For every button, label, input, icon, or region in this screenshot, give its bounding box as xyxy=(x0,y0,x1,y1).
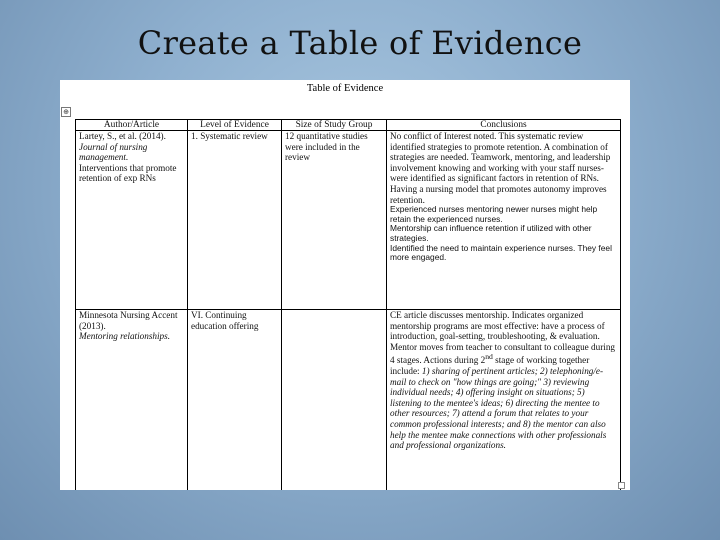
size-text: 12 quantitative studies were included in the review xyxy=(285,131,368,163)
author-citation: Minnesota Nursing Accent (2013). xyxy=(79,310,178,331)
column-header-conclusions: Conclusions xyxy=(387,120,621,131)
size-cell[interactable] xyxy=(282,131,387,310)
conclusions-note: Identified the need to maintain experience nurses. They feel more engaged. xyxy=(390,242,612,263)
column-header-author: Author/Article xyxy=(76,120,188,131)
conclusions-actions-list: 1) sharing of pertinent articles; 2) telephoning/e-mail to check on "how things are going;" 3) reviewing individual needs; 4) offering insight on situations; 5) listening to the mentee's ideas; 6) directing the mentee to other resources; 7) attend a forum that relates to your common professional interests; and 8) the mentor can also help the mentee make connections with other professionals and professional organizations. xyxy=(390,366,607,451)
author-cell[interactable] xyxy=(76,131,188,310)
table-row xyxy=(76,310,621,491)
conclusions-cell[interactable] xyxy=(387,310,621,491)
conclusions-cell[interactable] xyxy=(387,131,621,310)
conclusions-text: CE article discusses mentorship. Indicates organized mentorship programs are most effective: have a process of introduction, goal-setting, troubleshooting, & evaluation. Mentor moves from teacher to consultant to colleague during 4 stages. Actions during 2 xyxy=(390,310,616,366)
evidence-table xyxy=(75,119,621,490)
author-citation: Lartey, S., et al. (2014). xyxy=(79,131,166,141)
column-header-level: Level of Evidence xyxy=(188,120,282,131)
level-cell[interactable] xyxy=(188,310,282,491)
journal-name: Journal of nursing management. xyxy=(79,141,148,163)
conclusions-note: Mentorship can influence retention if utilized with other strategies. xyxy=(390,223,592,243)
column-header-size: Size of Study Group xyxy=(282,120,387,131)
document-page xyxy=(60,80,630,490)
level-text: 1. Systematic review xyxy=(191,131,268,141)
superscript-nd: nd xyxy=(485,352,493,362)
article-title: Interventions that promote retention of exp RNs xyxy=(79,162,177,184)
level-text: VI. Continuing education offering xyxy=(191,310,259,331)
table-header-row xyxy=(76,120,621,131)
conclusions-text-continued: stage of working together include: xyxy=(390,355,590,377)
level-cell[interactable] xyxy=(188,131,282,310)
conclusions-text: No conflict of Interest noted. This systematic review identified strategies to promote retention. A combination of strategies are needed. Teamwork, mentoring, and leadership involvement knowing and working with your staff nurses- were identified as significant factors in retention of RNs. Having a nursing model that promotes autonomy improves retention. xyxy=(390,131,611,205)
table-resize-handle-icon[interactable] xyxy=(618,482,625,489)
document-heading: Table of Evidence xyxy=(306,83,384,94)
slide-title: Create a Table of Evidence xyxy=(137,24,583,62)
table-row xyxy=(76,131,621,310)
size-cell[interactable] xyxy=(282,310,387,491)
table-move-handle-icon[interactable]: ⊕ xyxy=(61,107,71,117)
conclusions-note: Experienced nurses mentoring newer nurses might help retain the experienced nurses. xyxy=(390,204,598,224)
article-title: Mentoring relationships. xyxy=(79,331,171,342)
author-cell[interactable] xyxy=(76,310,188,491)
